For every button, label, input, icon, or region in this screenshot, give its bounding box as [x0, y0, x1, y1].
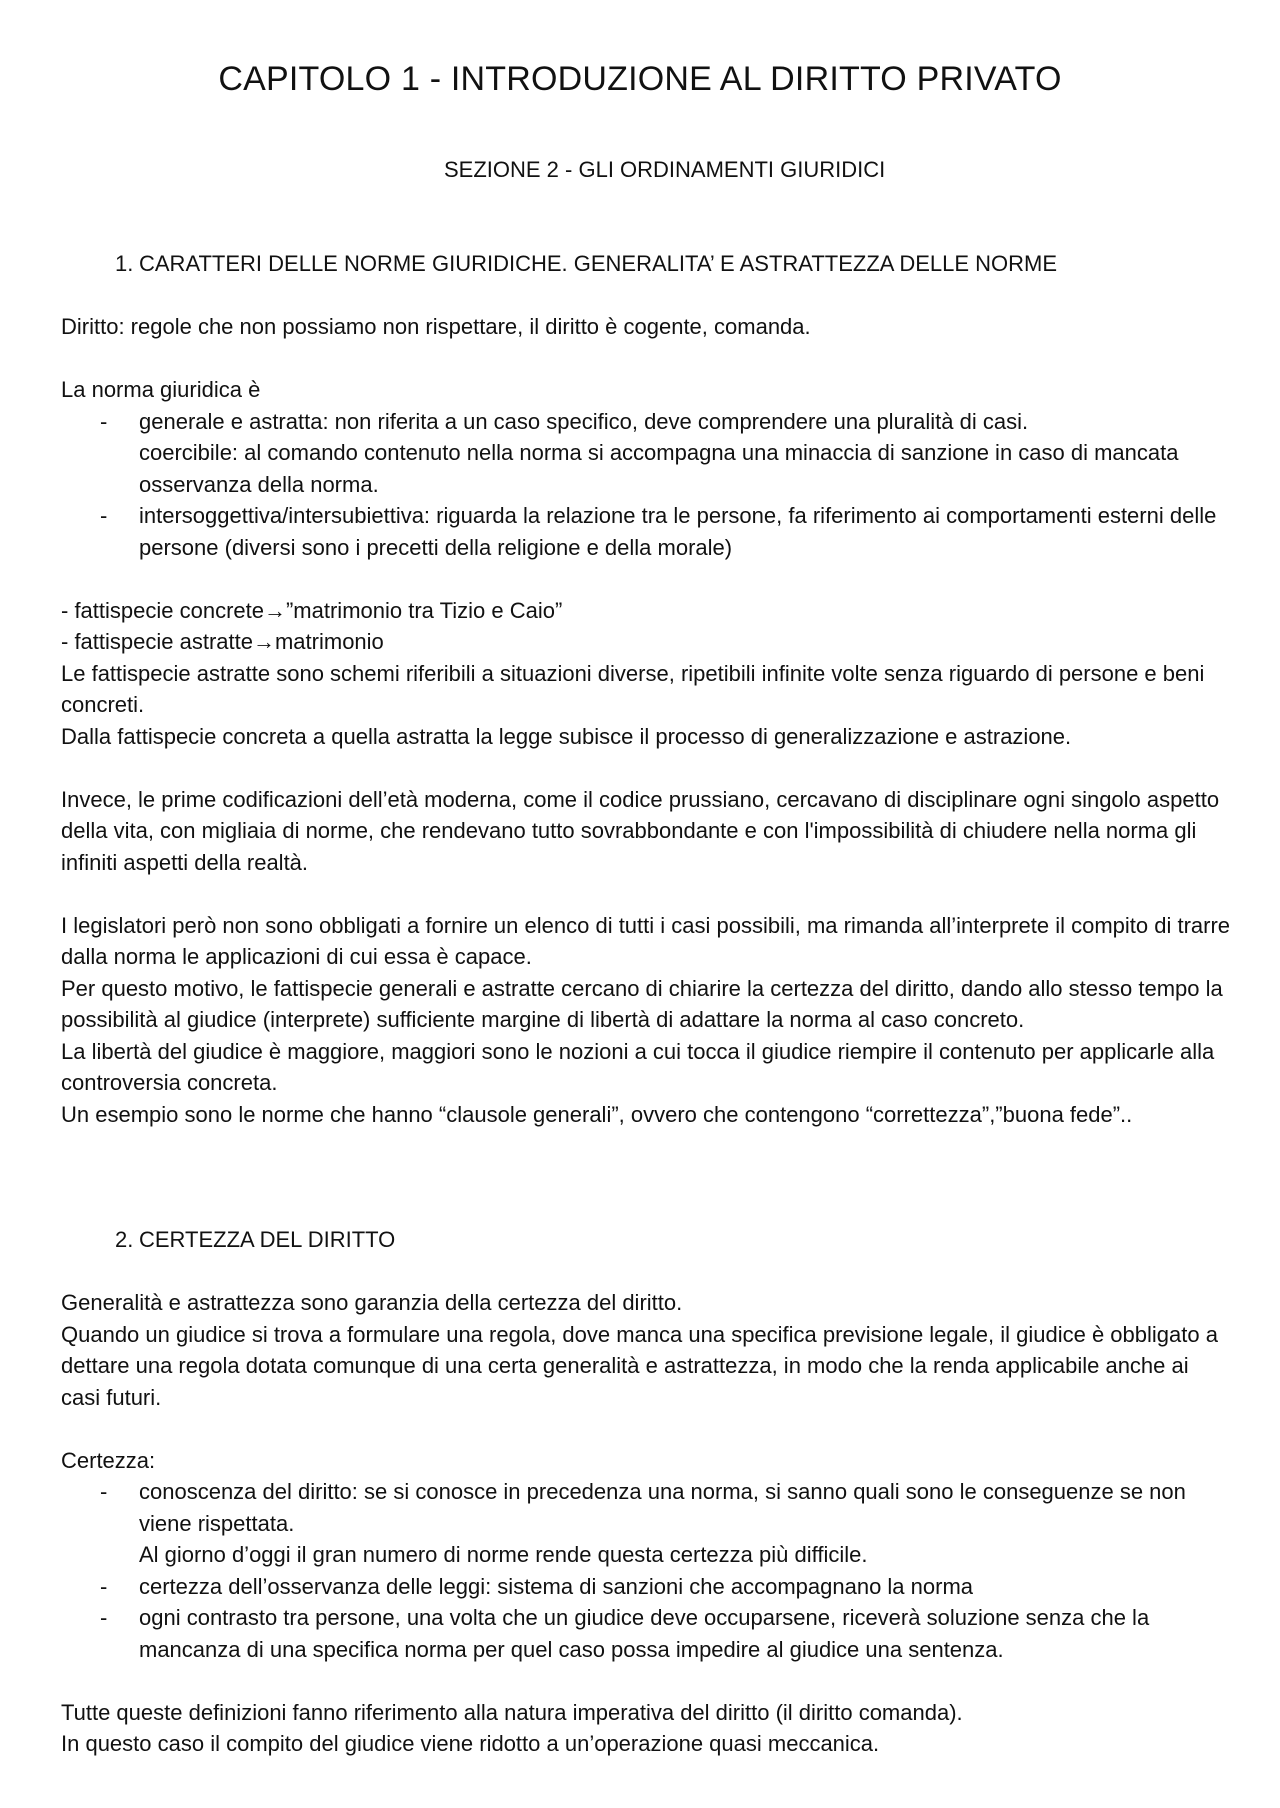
list-dash: -: [100, 1479, 108, 1504]
paragraph: Diritto: regole che non possiamo non rispettare, il diritto è cogente, comanda.: [61, 314, 811, 339]
paragraph: Tutte queste definizioni fanno riferimento alla natura imperativa del diritto (il diritto comanda).: [61, 1699, 963, 1725]
paragraph: - fattispecie astratte→matrimonio: [61, 629, 384, 654]
paragraph: Dalla fattispecie concreta a quella astratta la legge subisce il processo di generalizzazione e astrazione.: [61, 723, 1072, 749]
section-title: SEZIONE 2 - GLI ORDINAMENTI GIURIDICI: [444, 157, 886, 182]
list-dash: [61, 1539, 139, 1571]
paragraph: - fattispecie concrete→”matrimonio tra Tizio e Caio”: [61, 597, 563, 623]
list-item-text: generale e astratta: non riferita a un caso specifico, deve comprendere una pluralità di casi.: [139, 408, 1029, 434]
heading-1-text: CARATTERI DELLE NORME GIURIDICHE. GENERALITA’ E ASTRATTEZZA DELLE NORME: [139, 251, 1058, 276]
heading-1-number: 1.: [115, 251, 134, 276]
paragraph: Un esempio sono le norme che hanno “clausole generali”, ovvero che contengono “correttezza”,”buona fede”..: [61, 1101, 1133, 1127]
list-item: [61, 1476, 1231, 1539]
certezza-list: [61, 1476, 1231, 1665]
paragraph: I legislatori però non sono obbligati a fornire un elenco di tutti i casi possibili, ma rimanda all’interprete il compito di trarre dalla norma le applicazioni di cui essa è capace.: [61, 912, 1231, 969]
list-dash: -: [100, 1573, 108, 1599]
list-dash: -: [100, 503, 108, 528]
paragraph: Invece, le prime codificazioni dell’età moderna, come il codice prussiano, cercavano di disciplinare ogni singolo aspetto della vita, con migliaia di norme, che rendevano tutto sovrabbondante e con l'impossibilità di chiudere nella norma gli infiniti aspetti della realtà.: [61, 786, 1220, 875]
paragraph: Generalità e astrattezza sono garanzia della certezza del diritto.: [61, 1290, 683, 1315]
list-item: [61, 500, 1231, 563]
list-item: [61, 1602, 1231, 1665]
norma-list: [61, 406, 1231, 564]
paragraph: Certezza:: [61, 1447, 156, 1473]
list-dash: -: [100, 1605, 108, 1630]
paragraph: La libertà del giudice è maggiore, maggiori sono le nozioni a cui tocca il giudice riempire il contenuto per applicarle alla controversia concreta.: [61, 1038, 1215, 1095]
list-item-text: conoscenza del diritto: se si conosce in precedenza una norma, si sanno quali sono le conseguenze se non viene rispettata.: [139, 1479, 1186, 1536]
paragraph: In questo caso il compito del giudice viene ridotto a un’operazione quasi meccanica.: [61, 1731, 880, 1756]
list-item-text: certezza dell’osservanza delle leggi: sistema di sanzioni che accompagnano la norma: [139, 1573, 974, 1599]
list-item-text: Al giorno d’oggi il gran numero di norme rende questa certezza più difficile.: [139, 1542, 868, 1567]
list-dash: -: [100, 408, 108, 434]
list-item-text: ogni contrasto tra persone, una volta che un giudice deve occuparsene, riceverà soluzione senza che la mancanza di una specifica norma per quel caso possa impedire al giudice una sentenza.: [139, 1605, 1150, 1662]
paragraph: Quando un giudice si trova a formulare una regola, dove manca una specifica previsione legale, il giudice è obbligato a dettare una regola dotata comunque di una certa generalità e astrattezza, in modo che la renda applicabile anche ai casi futuri.: [61, 1321, 1218, 1410]
chapter-title: CAPITOLO 1 - INTRODUZIONE AL DIRITTO PRIVATO: [218, 60, 1062, 98]
document-body: [61, 248, 1231, 1760]
heading-2-number: 2.: [115, 1227, 134, 1252]
list-item-text: intersoggettiva/intersubiettiva: riguarda la relazione tra le persone, fa riferimento ai comportamenti esterni delle persone (diversi sono i precetti della religione e della morale): [139, 503, 1217, 560]
list-item-text: coercibile: al comando contenuto nella norma si accompagna una minaccia di sanzione in caso di mancata osservanza della norma.: [139, 440, 1179, 497]
list-dash: [61, 437, 139, 500]
list-item: [61, 1571, 1231, 1603]
list-item: [61, 406, 1231, 438]
heading-1: [61, 248, 1231, 280]
paragraph: La norma giuridica è: [61, 377, 261, 402]
list-item: [61, 437, 1231, 500]
paragraph: Per questo motivo, le fattispecie generali e astratte cercano di chiarire la certezza del diritto, dando allo stesso tempo la possibilità al giudice (interprete) sufficiente margine di libertà di adattare la norma al caso concreto.: [61, 975, 1223, 1032]
heading-2: [61, 1224, 1231, 1256]
list-item: [61, 1539, 1231, 1571]
paragraph: Le fattispecie astratte sono schemi riferibili a situazioni diverse, ripetibili infinite volte senza riguardo di persone e beni concreti.: [61, 660, 1205, 717]
heading-2-text: CERTEZZA DEL DIRITTO: [139, 1227, 396, 1252]
